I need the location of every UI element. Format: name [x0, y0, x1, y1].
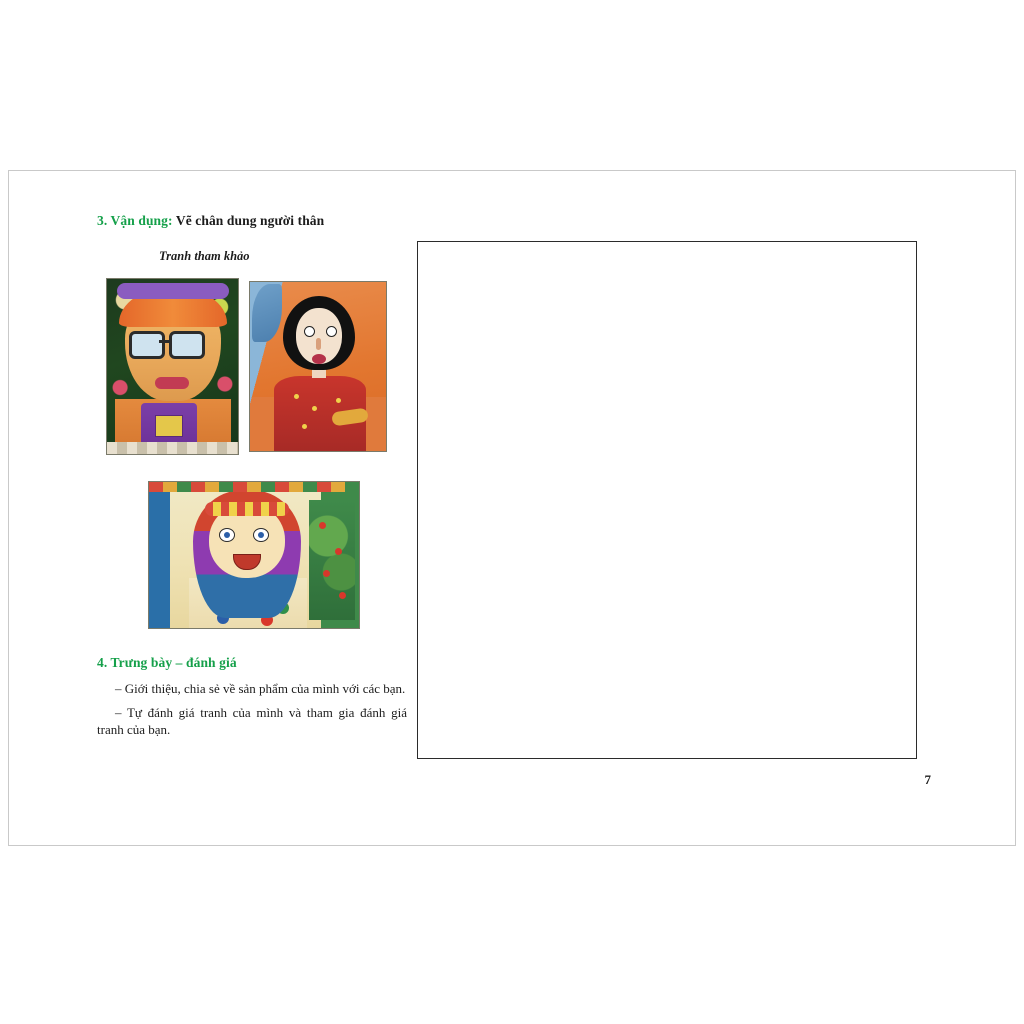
artwork-figure-eye-right — [253, 528, 269, 542]
artwork-figure-eye-left — [219, 528, 235, 542]
artwork-figure-nose — [316, 338, 321, 350]
artwork-figure-glasses-right — [169, 331, 205, 359]
artwork-figure-pupil — [258, 532, 264, 538]
artwork-figure-pupil — [224, 532, 230, 538]
artwork-dot — [336, 398, 341, 403]
artwork-tree — [309, 500, 355, 620]
artwork-figure-headband — [205, 502, 289, 516]
section-4 — [97, 655, 407, 738]
artwork-dot — [294, 394, 299, 399]
left-column — [97, 213, 407, 738]
artwork-portrait-girl-with-flowers — [148, 481, 360, 629]
artwork-bottom-border — [107, 442, 238, 454]
artwork-figure-pocket — [155, 415, 183, 437]
artwork-figure-glasses-left — [129, 331, 165, 359]
page-number: 7 — [924, 772, 931, 787]
artwork-dot — [302, 424, 307, 429]
artwork-berry — [335, 548, 342, 555]
section-4-bullet-1: – Giới thiệu, chia sẻ về sản phẩm của mình với các bạn. — [115, 681, 406, 696]
artwork-dot — [312, 406, 317, 411]
document-page — [8, 170, 1016, 846]
artwork-row-top — [97, 278, 407, 455]
artwork-figure-mouth — [155, 377, 189, 389]
section-3-heading — [97, 213, 407, 229]
answer-area-frame[interactable] — [417, 241, 917, 759]
artwork-portrait-with-glasses — [106, 278, 239, 455]
artwork-figure-eye-right — [326, 326, 337, 337]
artwork-top-border — [149, 482, 359, 492]
section-4-heading: 4. Trưng bày – đánh giá — [97, 655, 237, 670]
artwork-figure-eye-left — [304, 326, 315, 337]
section-3-title: Vẽ chân dung người thân — [175, 213, 325, 228]
section-4-bullet-2: – Tự đánh giá tranh của mình và tham gia đánh giá tranh của bạn. — [97, 705, 407, 738]
artwork-figure-hat — [117, 283, 229, 299]
artwork-berry — [323, 570, 330, 577]
section-3-index: 3. Vận dụng: — [97, 213, 173, 228]
artwork-figure-mouth — [312, 354, 326, 364]
artwork-berry — [319, 522, 326, 529]
artwork-berry — [339, 592, 346, 599]
artwork-row-bottom — [97, 481, 407, 629]
reference-images-label: Tranh tham khảo — [159, 249, 250, 263]
artwork-portrait-black-hair — [249, 281, 387, 452]
artwork-figure-glasses-bridge — [159, 340, 169, 343]
